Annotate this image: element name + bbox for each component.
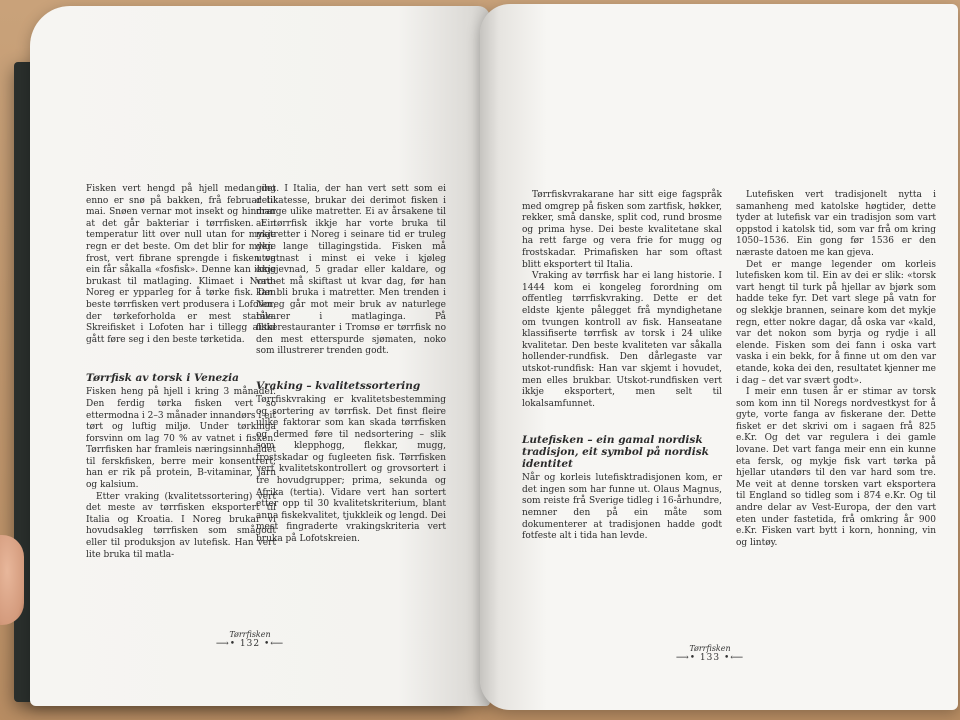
right-col2-paragraph-3: I meir enn tusen år er stimar av torsk som kom inn til Noregs nordvestkyst for å gyte, vorte fanga av fiskerane der. Dette fisket er det skrivi om i sagaen frå 825 e.Kr. Og det var regulera i dei gamle lovane. Det vart fanga meir enn ein kunne eta fersk, og mykje fisk vart tørka på hjellar utandørs til den var hard som tre. Me veit at denne torsken vart eksportera til England so tidleg som i 874 e.Kr. Og til andre delar av Vest-Europa, der den vart eten under fastetida, frå omkring år 900 e.Kr. Fisken vart bytt i korn, honning, vin og lintøy. <box>736 387 936 548</box>
left-ornament-icon: ⟶• <box>215 639 237 649</box>
left-ornament-icon-2: •⟵ <box>263 639 285 649</box>
left-page <box>30 6 490 706</box>
thumb <box>0 535 24 625</box>
right-footer-title: Tørrfisken <box>689 644 731 653</box>
right-col2-paragraph: Lutefisken vert tradisjonelt nytta i samanheng med katolske høgtider, dette tyder at lutefisk var ein tradisjon som vart oppstod i katolsk tid, som var frå om kring 1050–1536. Ein gong før 1536 er den næraste datoen me kan gjeva. <box>736 190 936 258</box>
right-page <box>480 4 958 710</box>
left-col2-paragraph-2: Tørrfiskvraking er kvalitetsbestemming og sortering av tørrfisk. Det finst fleire ulike faktorar som kan skada tørrfisken og dermed føre til nedsortering – slik som klepphogg, flekkar, mugg, frostskadar og fugleeten fisk. Tørrfisken vert kvalitetskontrollert og grovsortert i tre hovudgrupper; prima, sekunda og Afrika (tertia). Vidare vert han sortert etter opp til 30 kvalitetskriterium, blant anna fiskekvalitet, tjukkleik og lengd. Dei mest fingraderte vrakingskriteria vert bruka på Lofotskreien. <box>256 394 446 545</box>
left-col2-heading: Vraking – kvalitetssortering <box>256 379 421 392</box>
right-col1-paragraph: Tørrfiskvrakarane har sitt eige fagspråk med omgrep på fisken som zartfisk, høkker, rekker, små danske, split cod, rund brosme og prima hyse. Dei beste kvalitetane skal ha rett farge og vera frie for mugg og frostskadar. Primafisken har som oftast blitt eksportert til Italia. <box>522 190 722 270</box>
left-col1-paragraph-3: Etter vraking (kvalitetssortering) vert det meste av tørrfisken eksportert til Italia og Kroatia. I Noreg brukar vi hovudsakleg tørrfisken som smågodt eller til produksjon av lutefisk. Han vert lite bruka til matla- <box>86 491 276 560</box>
left-page-number: 132 <box>239 639 261 649</box>
right-column-1 <box>522 190 722 543</box>
right-col1-heading: Lutefisken – ein gamal nordisk tradisjon, eit symbol på nordisk identitet <box>522 434 709 471</box>
right-page-number: 133 <box>699 653 721 663</box>
left-footer-title: Tørrfisken <box>229 630 271 639</box>
right-col2-paragraph-2: Det er mange legender om korleis lutefisken kom til. Ein av dei er slik: «torsk vart hengt til turk på hjellar av bjørk som hadde teke fyr. Det vart slege på vatn for og slekkje brannen, seinare kom det mykje regn, etter nokre dagar, då oska var «kald, var det nokon som byrja og rydje i all elende. Fisken som dei fann i oska vart vaska i ein bekk, for å finne ut om den var etande, koka dei den, resultatet kjenner me i dag – det var svært godt». <box>736 259 936 386</box>
right-ornament-icon-2: •⟵ <box>723 653 745 663</box>
left-col1-paragraph: Fisken vert hengd på hjell medan det enno er snø på bakken, frå februar til mai. Snøen vernar mot insekt og hindrar at det går bakteriar i tørrfisken. Ein temperatur litt over null utan for mykje regn er det beste. Om det blir for mykje frost, vert fibrane sprengde i fisken og ein får såkalla «fosfisk». Denne kan ikkje brukast til matlaging. Klimaet i Nord-Noreg er ypparleg for å tørke fisk. Den beste tørrfisken vert produsera i Lofoten, der tørkeforholda er mest stabile. Skreifisket i Lofoten har i tillegg alltid gått føre seg i den beste tørketida. <box>86 184 276 345</box>
left-col1-heading: Tørrfisk av torsk i Venezia <box>86 372 239 385</box>
right-col1-paragraph-3: Når og korleis lutefisktradisjonen kom, er det ingen som har funne ut. Olaus Magnus, som reiste frå Sverige tidleg i 16-århundre, nemner den på ein måte som dokumenterer at tradisjonen hadde godt fotfeste alt i tida han levde. <box>522 473 722 542</box>
right-page-number-row <box>660 653 760 663</box>
left-column-1 <box>86 184 276 561</box>
left-column-2 <box>256 184 446 546</box>
left-page-number-row <box>200 639 300 649</box>
right-col1-paragraph-2: Vraking av tørrfisk har ei lang historie. I 1444 kom ei kongeleg forordning om offentleg tørrfiskvraking. Dette er det eldste kjente pålegget frå myndighetane om tvungen kontroll av fisk. Hanseatane klassifiserte tørrfisk av torsk i 24 ulike kvalitetar. Den beste kvaliteten var såkalla hollender-rundfisk. Den dårlegaste var utskot-rundfisk: Han var skjemt i hovudet, men elles brukbar. Utskot-rundfisken vert ikkje eksportert, men selt til lokalsamfunnet. <box>522 271 722 409</box>
left-page-footer <box>200 630 300 649</box>
right-column-2 <box>736 190 936 549</box>
left-col1-paragraph-2: Fisken heng på hjell i kring 3 månader. Den ferdig tørka fisken vert so ettermodna i 2–3 månader innandørs i eit tørt og luftig miljø. Under tørkinga forsvinn om lag 70 % av vatnet i fisken. Tørrfisken har framleis næringsinnhaldet til ferskfisken, berre meir konsentrert; han er rik på protein, B-vitaminar, jarn og kalsium. <box>86 387 276 491</box>
right-page-footer <box>660 644 760 663</box>
right-ornament-icon: ⟶• <box>675 653 697 663</box>
left-col2-paragraph: ging. I Italia, der han vert sett som ei delikatesse, brukar dei derimot fisken i mange ulike matretter. Ei av årsakene til at tørrfisk ikkje har vorte bruka til matretter i Noreg i seinare tid er truleg den lange tillagingstida. Fisken må utvatnast i minst ei veke i kjøleg omgjevnad, 5 gradar eller kaldare, og vatnet må skiftast ut kvar dag, før han kan bli bruka i matretter. Men trenden i Noreg går mot meir bruk av naturlege råvarer i matlaginga. På fiskerestauranter i Tromsø er tørrfisk no den mest etterspurde sjømaten, noko som illustrerer trenden godt. <box>256 184 446 357</box>
